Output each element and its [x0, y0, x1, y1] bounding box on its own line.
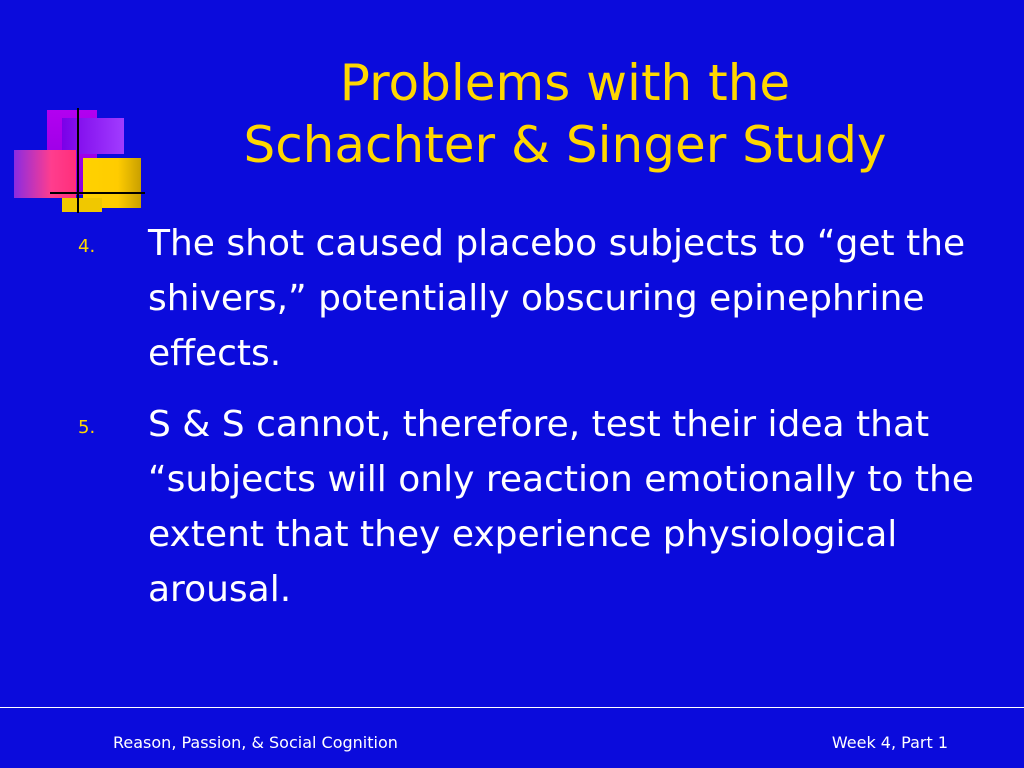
list-item-text: The shot caused placebo subjects to “get the shivers,” potentially obscuring epinephrine effects.	[148, 223, 966, 374]
slide-title	[150, 52, 980, 176]
list-item	[78, 216, 998, 381]
title-line-2: Schachter & Singer Study	[243, 116, 887, 174]
pink-square	[14, 150, 76, 198]
footer-course-title: Reason, Passion, & Social Cognition	[113, 733, 398, 752]
small-yellow-square	[62, 198, 102, 212]
list-item-number: 5.	[78, 417, 96, 438]
violet-square	[62, 118, 124, 154]
horizontal-divider-line	[50, 192, 145, 194]
list-item-text: S & S cannot, therefore, test their idea that “subjects will only reaction emotionally to the extent that they experience physiological arousal.	[148, 404, 974, 610]
decorative-squares-logo	[0, 0, 160, 220]
title-line-1: Problems with the	[339, 54, 791, 112]
vertical-divider-line	[77, 108, 79, 213]
numbered-list	[78, 216, 998, 633]
list-item-number: 4.	[78, 236, 96, 257]
list-item	[78, 397, 998, 617]
footer-week-label: Week 4, Part 1	[831, 733, 948, 752]
footer-divider	[0, 707, 1024, 708]
